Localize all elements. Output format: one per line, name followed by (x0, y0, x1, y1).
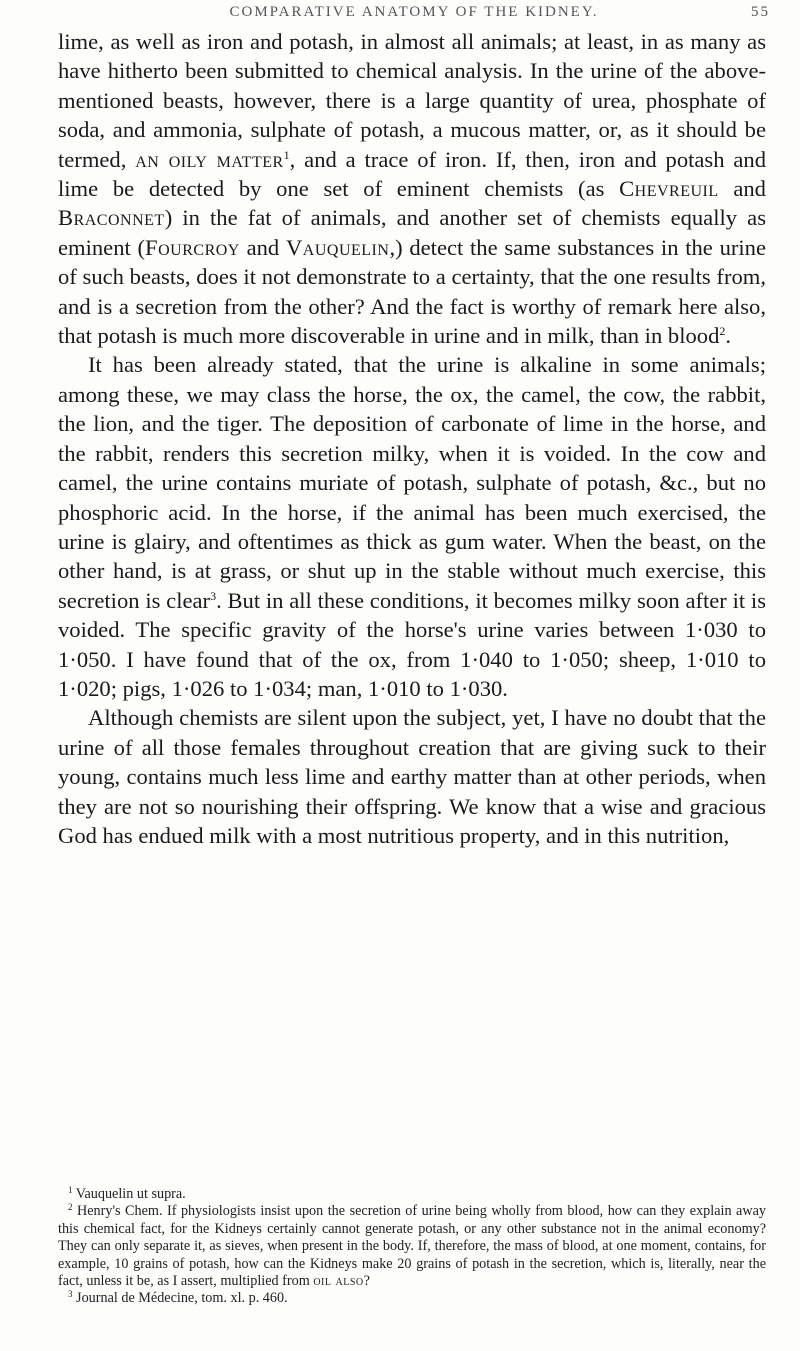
text-run: and (718, 176, 766, 202)
chemist-name-braconnet: Braconnet (58, 205, 165, 231)
text-run: ) in the fat of animals, and another set of chemists equally as eminent ( (58, 205, 766, 260)
footnote-1 (58, 1186, 766, 1203)
text-run: , and a trace of iron. If, then, iron and potash and lime be detected by one set of eminent chemists (as (58, 146, 766, 202)
text-run: It has been already stated, that the urine is alkaline in some animals; among these, we may class the horse, the ox, the camel, the cow, the rabbit, the lion, and the tiger. The deposition of carbonate of lime in the horse, and the rabbit, renders this secretion milky, when it is voided. In the cow and camel, the urine contains muriate of potash, sulphate of potash, &c., but no phosphoric acid. In the horse, if the animal has been much exercised, the urine is glairy, and oftentimes as thick as gum water. When the beast, on the other hand, is at grass, or shut up in the stable without much exercise, this secretion is clear (58, 352, 766, 613)
footnotes (58, 1186, 766, 1308)
page-number: 55 (751, 4, 770, 20)
text-run: lime, as well as iron and potash, in almost all animals; at least, in as many as have hitherto been submitted to chemical analysis. In the urine of the above-mentioned beasts, however, there is a large quantity of urea, phosphate of soda, and ammonia, sulphate of potash, a mucous matter, or, as it should be termed, (58, 29, 766, 172)
paragraph-3: Although chemists are silent upon the subject, yet, I have no doubt that the urine of all those females throughout creation that are giving suck to their young, contains much less lime and earthy matter than at other periods, when they are not so nourishing their offspring. We know that a wise and gracious God has endued milk with a most nutritious property, and in this nutrition, (58, 705, 766, 848)
footnote-text: ? (363, 1273, 370, 1290)
running-title: COMPARATIVE ANATOMY OF THE KIDNEY. (229, 4, 599, 20)
footnote-2 (58, 1203, 766, 1290)
footnote-ref-3: 3 (210, 588, 217, 603)
text-run: ,) detect the same substances in the urine of such beasts, does it not demonstrate to a certainty, that the one results from, and is a secretion from the other? And the fact is worthy of remark here also, that potash is much more discoverable in urine and in milk, than in blood (58, 234, 766, 349)
footnote-text: Vauquelin ut supra. (75, 1186, 186, 1202)
main-text (58, 27, 766, 850)
chemist-name-chevreuil: Chevreuil (619, 176, 719, 202)
footnote-mark: 3 (68, 1289, 73, 1300)
footnote-mark: 1 (68, 1185, 73, 1195)
chemist-name-fourcroy: Fourcroy (145, 234, 240, 260)
footnote-ref-2: 2 (719, 324, 726, 339)
small-caps-term: an oily matter (135, 146, 284, 172)
footnote-mark: 2 (68, 1202, 73, 1213)
footnote-text: Henry's Chem. If physiologists insist upon the secretion of urine being wholly from blood, how can they explain away this chemical fact, for the Kidneys certainly cannot generate potash, or any other substance not in the animal economy? They can only separate it, as sieves, when present in the body. If, therefore, the mass of blood, at one moment, contains, for example, 10 grains of potash, how can the Kidneys make 20 grains of potash in the secretion, which is, literally, near the fact, unless it be, as I assert, multiplied from (58, 1203, 766, 1290)
page-header (58, 4, 770, 28)
footnote-3 (58, 1290, 766, 1307)
small-caps-term: oil also (313, 1273, 364, 1290)
chemist-name-vauquelin: Vauquelin (285, 234, 390, 260)
footnote-ref-1: 1 (283, 147, 290, 162)
paragraph-2 (58, 350, 766, 703)
paragraph-1 (58, 27, 766, 350)
text-run: . (725, 323, 732, 349)
footnote-text: Journal de Médecine, tom. xl. p. 460. (76, 1290, 288, 1307)
text-run: and (239, 234, 286, 260)
text-run: . But in all these conditions, it becomes milky soon after it is voided. The specific gravity of the horse's urine varies between 1·030 to 1·050. I have found that of the ox, from 1·040 to 1·050; sheep, 1·010 to 1·020; pigs, 1·026 to 1·034; man, 1·010 to 1·030. (58, 587, 766, 701)
